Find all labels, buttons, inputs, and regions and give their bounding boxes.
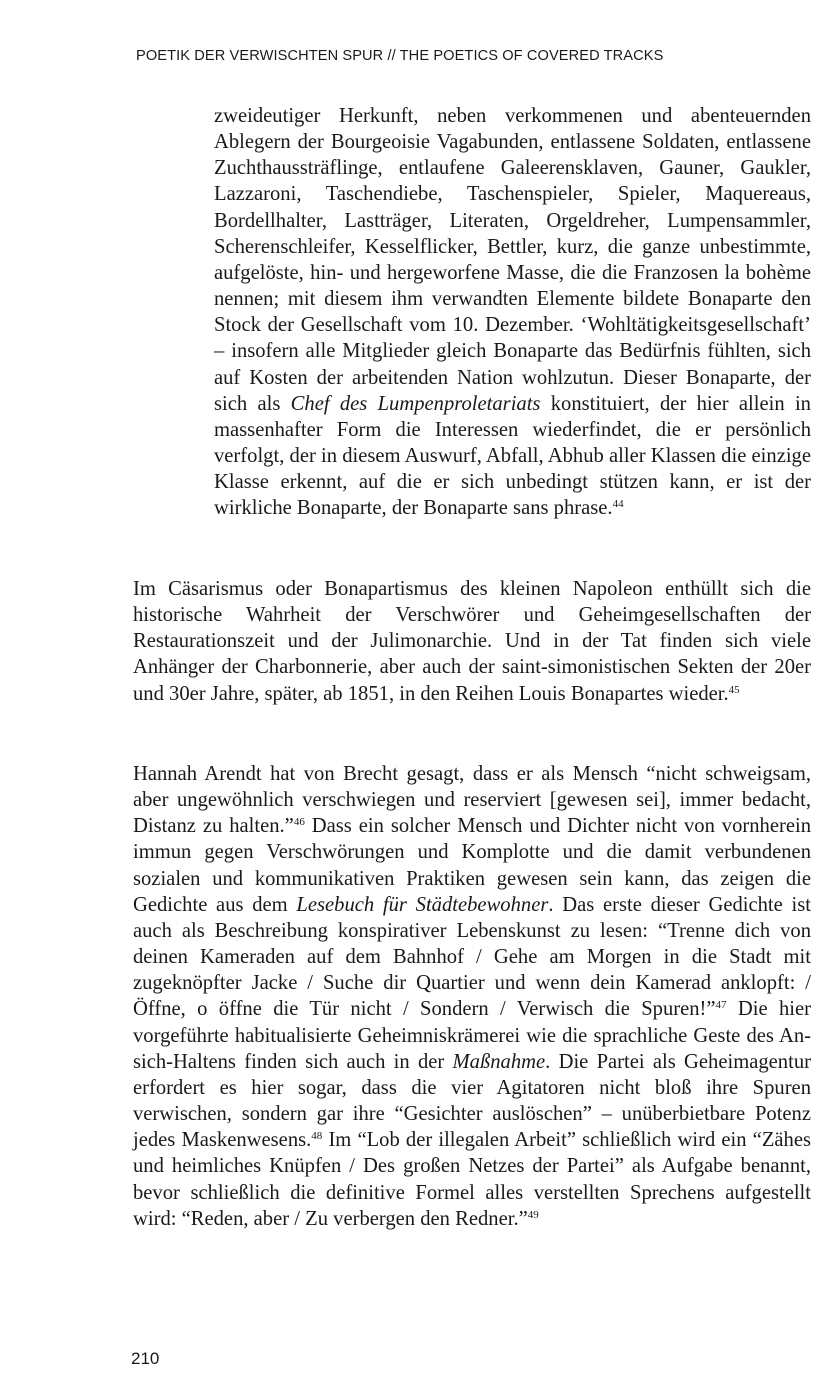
quote-text: zweideutiger Herkunft, neben verkommenen und abenteuernden Ablegern der Bourgeoisie Vagabunden, entlassene Soldaten, entlassene Zuchthaussträflinge, entlaufene Galeerensklaven, Gauner, Gaukler, Lazzaroni, Taschendiebe, Taschenspieler, Spieler, Maquereaus, Bordellhalter, Lastträger, Literaten, Orgeldreher, Lumpensammler, Scherenschleifer, Kesselflicker, Bettler, kurz, die ganze unbestimmte, aufgelöste, hin- und hergeworfene Masse, die die Franzosen la bohème nennen; mit diesem ihm verwandten Elemente bildete Bonaparte den Stock der Gesellschaft vom 10. Dezember. ‘Wohltätigkeitsgesellschaft’ – insofern alle Mitglieder gleich Bonaparte das Bedürfnis fühlten, sich auf Kosten der arbeitenden Nation wohlzutun. Dieser Bonaparte, der sich als	[214, 105, 811, 415]
body-paragraph-2	[133, 761, 811, 1232]
paragraph-text: . Die Partei als Geheimagentur erfordert es hier sogar, dass die vier Agitatoren nicht bloß ihre Spuren verwischen, sondern gar ihre “Gesichter auslöschen” – unüberbietbare Potenz jedes Maskenwesens.	[133, 1050, 811, 1152]
paragraph	[133, 576, 811, 707]
footnote-ref-49[interactable]: 49	[527, 1208, 539, 1221]
footnote-ref-46[interactable]: 46	[293, 816, 305, 829]
paragraph-text: Hannah Arendt hat von Brecht gesagt, dass er als Mensch “nicht schweigsam, aber ungewöhnlich verschwiegen und reserviert [gewesen sei], immer bedacht, Distanz zu halten.”	[133, 763, 811, 838]
footnote-ref-47[interactable]: 47	[715, 999, 727, 1012]
body-paragraph-1	[133, 576, 811, 707]
play-title-italic: Maßnahme	[452, 1050, 546, 1073]
quote-paragraph	[214, 103, 811, 522]
paragraph-text: Im “Lob der illegalen Arbeit” schließlich wird ein “Zähes und heimliches Knüpfen / Des großen Netzes der Partei” als Aufgabe benannt, bevor schließlich die definitive Formel alles verstellten Sprechens aufgestellt wird: “Reden, aber / Zu verbergen den Redner.”	[133, 1129, 811, 1230]
footnote-ref-44[interactable]: 44	[612, 498, 624, 511]
paragraph-text: . Das erste dieser Gedichte ist auch als Beschreibung konspirativer Lebenskunst zu lesen: “Trenne dich von deinen Kameraden auf dem Bahnhof / Gehe am Morgen in die Stadt mit zugeknöpfter Jacke / Suche dir Quartier und wenn dein Kamerad anklopft: / Öffne, o öffne die Tür nicht / Sondern / Verwisch die Spuren!”	[133, 893, 811, 1021]
block-quote	[214, 103, 811, 522]
quote-text-continued: konstituiert, der hier allein in massenhafter Form die Interessen wiederfindet, die er persönlich verfolgt, der in diesem Auswurf, Abfall, Abhub aller Klassen die einzige Klasse erkennt, auf die er sich unbedingt stützen kann, er ist der wirkliche Bonaparte, der Bonaparte sans phrase.	[214, 392, 811, 520]
running-header: POETIK DER VERWISCHTEN SPUR // THE POETICS OF COVERED TRACKS	[136, 48, 664, 64]
quote-italic-phrase: Chef des Lumpenproletariats	[290, 392, 541, 415]
paragraph	[133, 761, 811, 1232]
paragraph-text: Dass ein solcher Mensch und Dichter nicht von vornherein immun gegen Verschwörungen und Komplotte und die damit verbundenen sozialen und kommunikativen Praktiken gewesen sein kann, das zeigen die Gedichte aus dem	[133, 815, 812, 916]
paragraph-text: Im Cäsarismus oder Bonapartismus des kleinen Napoleon enthüllt sich die historische Wahrheit der Verschwörer und Geheimgesellschaften der Restaurationszeit und der Julimonarchie. Und in der Tat finden sich viele Anhänger der Charbonnerie, aber auch der saint-simonistischen Sekten der 20er und 30er Jahre, später, ab 1851, in den Reihen Louis Bonapartes wieder.	[133, 578, 811, 705]
book-title-italic: Lesebuch für Städtebewohner	[296, 893, 549, 916]
footnote-ref-45[interactable]: 45	[728, 683, 740, 696]
page-number: 210	[131, 1349, 160, 1368]
paragraph-text: Die hier vorgeführte habitualisierte Geheimniskrämerei wie die sprachliche Geste des An-sich-Haltens finden sich auch in der	[133, 998, 811, 1073]
footnote-ref-48[interactable]: 48	[311, 1130, 323, 1143]
